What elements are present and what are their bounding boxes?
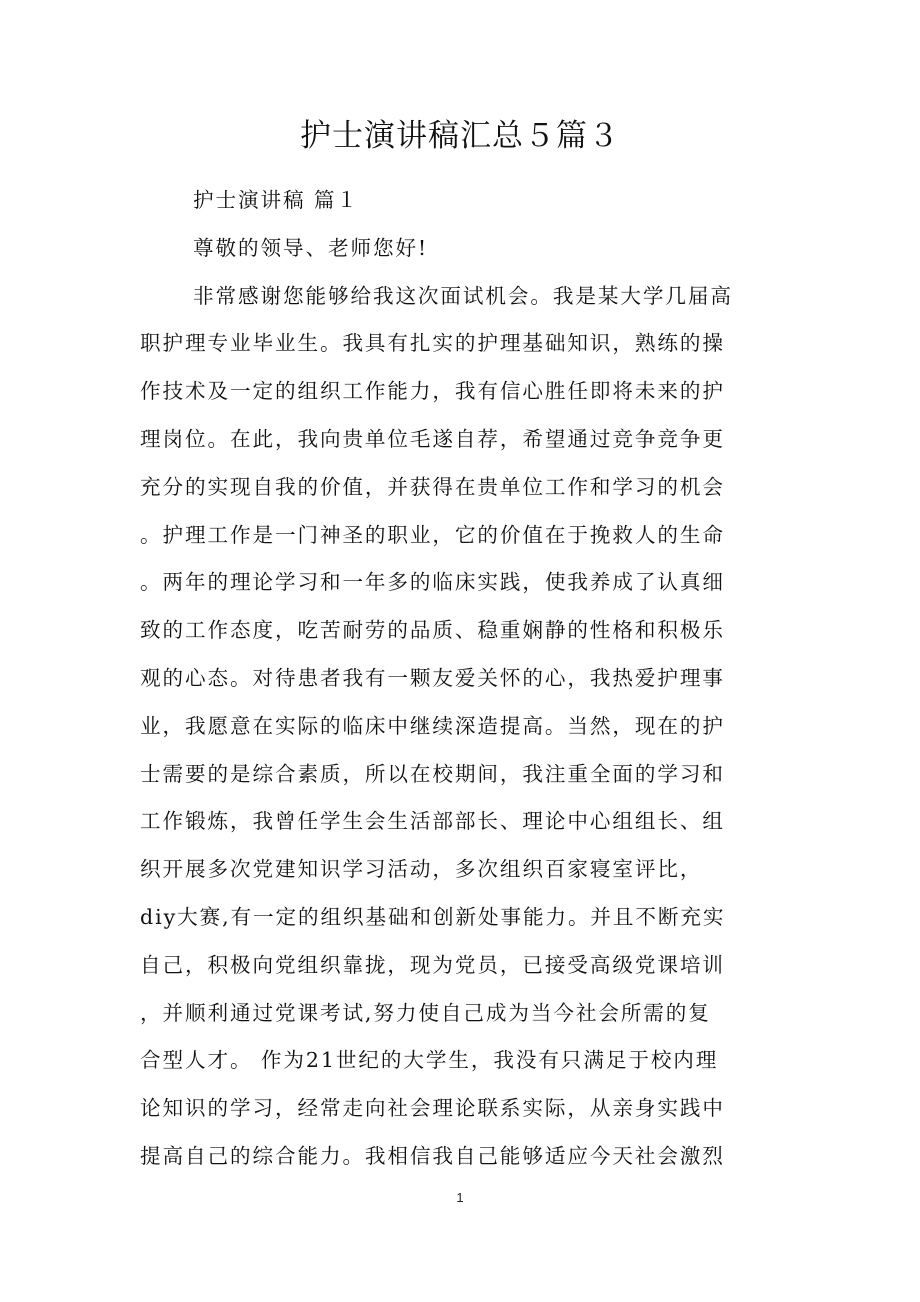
paragraph-line: 工作锻炼，我曾任学生会生活部部长、理论中心组组长、组 [140, 809, 725, 834]
paragraph-line: 。护理工作是一门神圣的职业，它的价值在于挽救人的生命 [140, 522, 725, 547]
paragraph-line: 致的工作态度，吃苦耐劳的品质、稳重娴静的性格和积极乐 [140, 618, 725, 643]
page-number: 1 [456, 1190, 464, 1205]
section-heading: 护士演讲稿 篇１ [193, 188, 359, 212]
paragraph-line: 自己，积极向党组织靠拢，现为党员，已接受高级党课培训 [140, 952, 725, 977]
paragraph-line: 织开展多次党建知识学习活动，多次组织百家寝室评比， [140, 857, 703, 882]
paragraph-line: 充分的实现自我的价值，并获得在贵单位工作和学习的机会 [140, 474, 725, 499]
paragraph-line: 。两年的理论学习和一年多的临床实践，使我养成了认真细 [140, 570, 725, 595]
paragraph-line: 职护理专业毕业生。我具有扎实的护理基础知识，熟练的操 [140, 331, 725, 356]
paragraph-line: 观的心态。对待患者我有一颗友爱关怀的心，我热爱护理事 [140, 665, 725, 690]
document-title: 护士演讲稿汇总５篇３ [300, 118, 620, 154]
greeting-line: 尊敬的领导、老师您好! [193, 235, 429, 260]
paragraph-line: 业，我愿意在实际的临床中继续深造提高。当然，现在的护 [140, 713, 725, 738]
paragraph-line: 论知识的学习，经常走向社会理论联系实际，从亲身实践中 [140, 1096, 725, 1121]
paragraph-line: 合型人才。 作为21世纪的大学生，我没有只满足于校内理 [140, 1048, 719, 1073]
paragraph-line: diy大赛,有一定的组织基础和创新处事能力。并且不断充实 [140, 904, 726, 929]
document-body [140, 177, 780, 1181]
paragraph-line: 提高自己的综合能力。我相信我自己能够适应今天社会激烈 [140, 1143, 725, 1168]
paragraph-line: 作技术及一定的组织工作能力，我有信心胜任即将未来的护 [140, 379, 725, 404]
paragraph-line: ，并顺利通过党课考试,努力使自己成为当今社会所需的复 [140, 1000, 711, 1025]
paragraph-line: 非常感谢您能够给我这次面试机会。我是某大学几届高 [193, 283, 733, 308]
paragraph-line: 士需要的是综合素质，所以在校期间，我注重全面的学习和 [140, 761, 725, 786]
paragraph-line: 理岗位。在此，我向贵单位毛遂自荐，希望通过竞争竞争更 [140, 426, 725, 451]
